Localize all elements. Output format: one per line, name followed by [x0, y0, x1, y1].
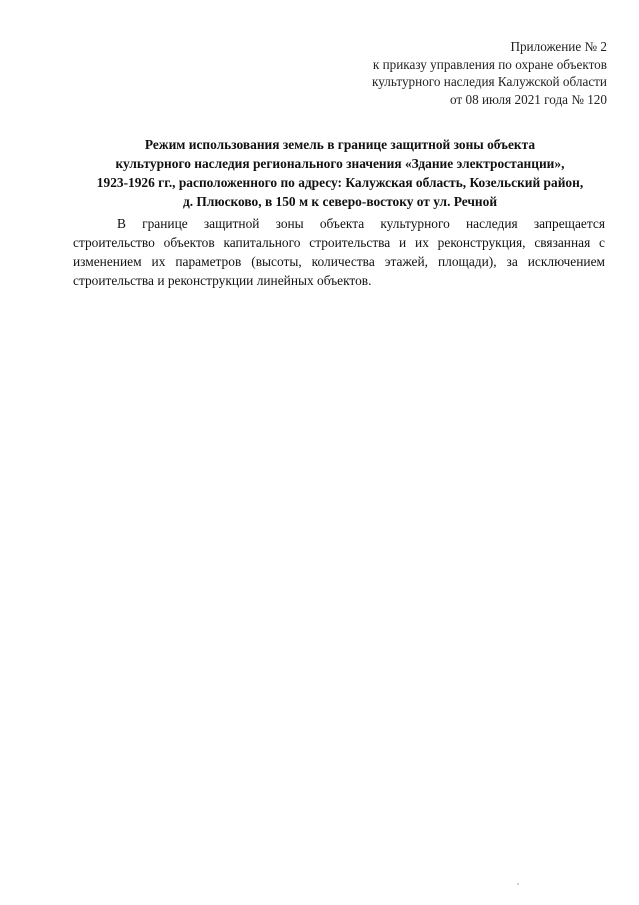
appendix-order-ref: к приказу управления по охране объектов [372, 56, 607, 72]
paragraph-line: изменением их параметров (высоты, количества этажей, площади), за исключением [73, 254, 605, 269]
appendix-authority: культурного наследия Калужской области [372, 74, 607, 89]
paragraph-line: строительство объектов капитального строительства и их реконструкция, связанная с [73, 235, 605, 250]
appendix-number: Приложение № 2 [510, 39, 607, 54]
paragraph-line: В границе защитной зоны объекта культурного наследия запрещается [117, 216, 605, 231]
appendix-header [372, 38, 607, 108]
title-line: 1923-1926 гг., расположенного по адресу: Калужская область, Козельский район, [96, 175, 584, 190]
document-title [60, 135, 620, 211]
title-line: культурного наследия регионального значения «Здание электростанции», [115, 156, 565, 171]
title-line: д. Плюсково, в 150 м к северо-востоку от ул. Речной [182, 194, 498, 209]
scan-speck [517, 883, 519, 885]
appendix-date: от 08 июля 2021 года № 120 [450, 91, 607, 107]
body-paragraph [73, 214, 605, 290]
paragraph-line: строительства и реконструкции линейных объектов. [73, 273, 372, 288]
title-line: Режим использования земель в границе защитной зоны объекта [144, 137, 536, 152]
